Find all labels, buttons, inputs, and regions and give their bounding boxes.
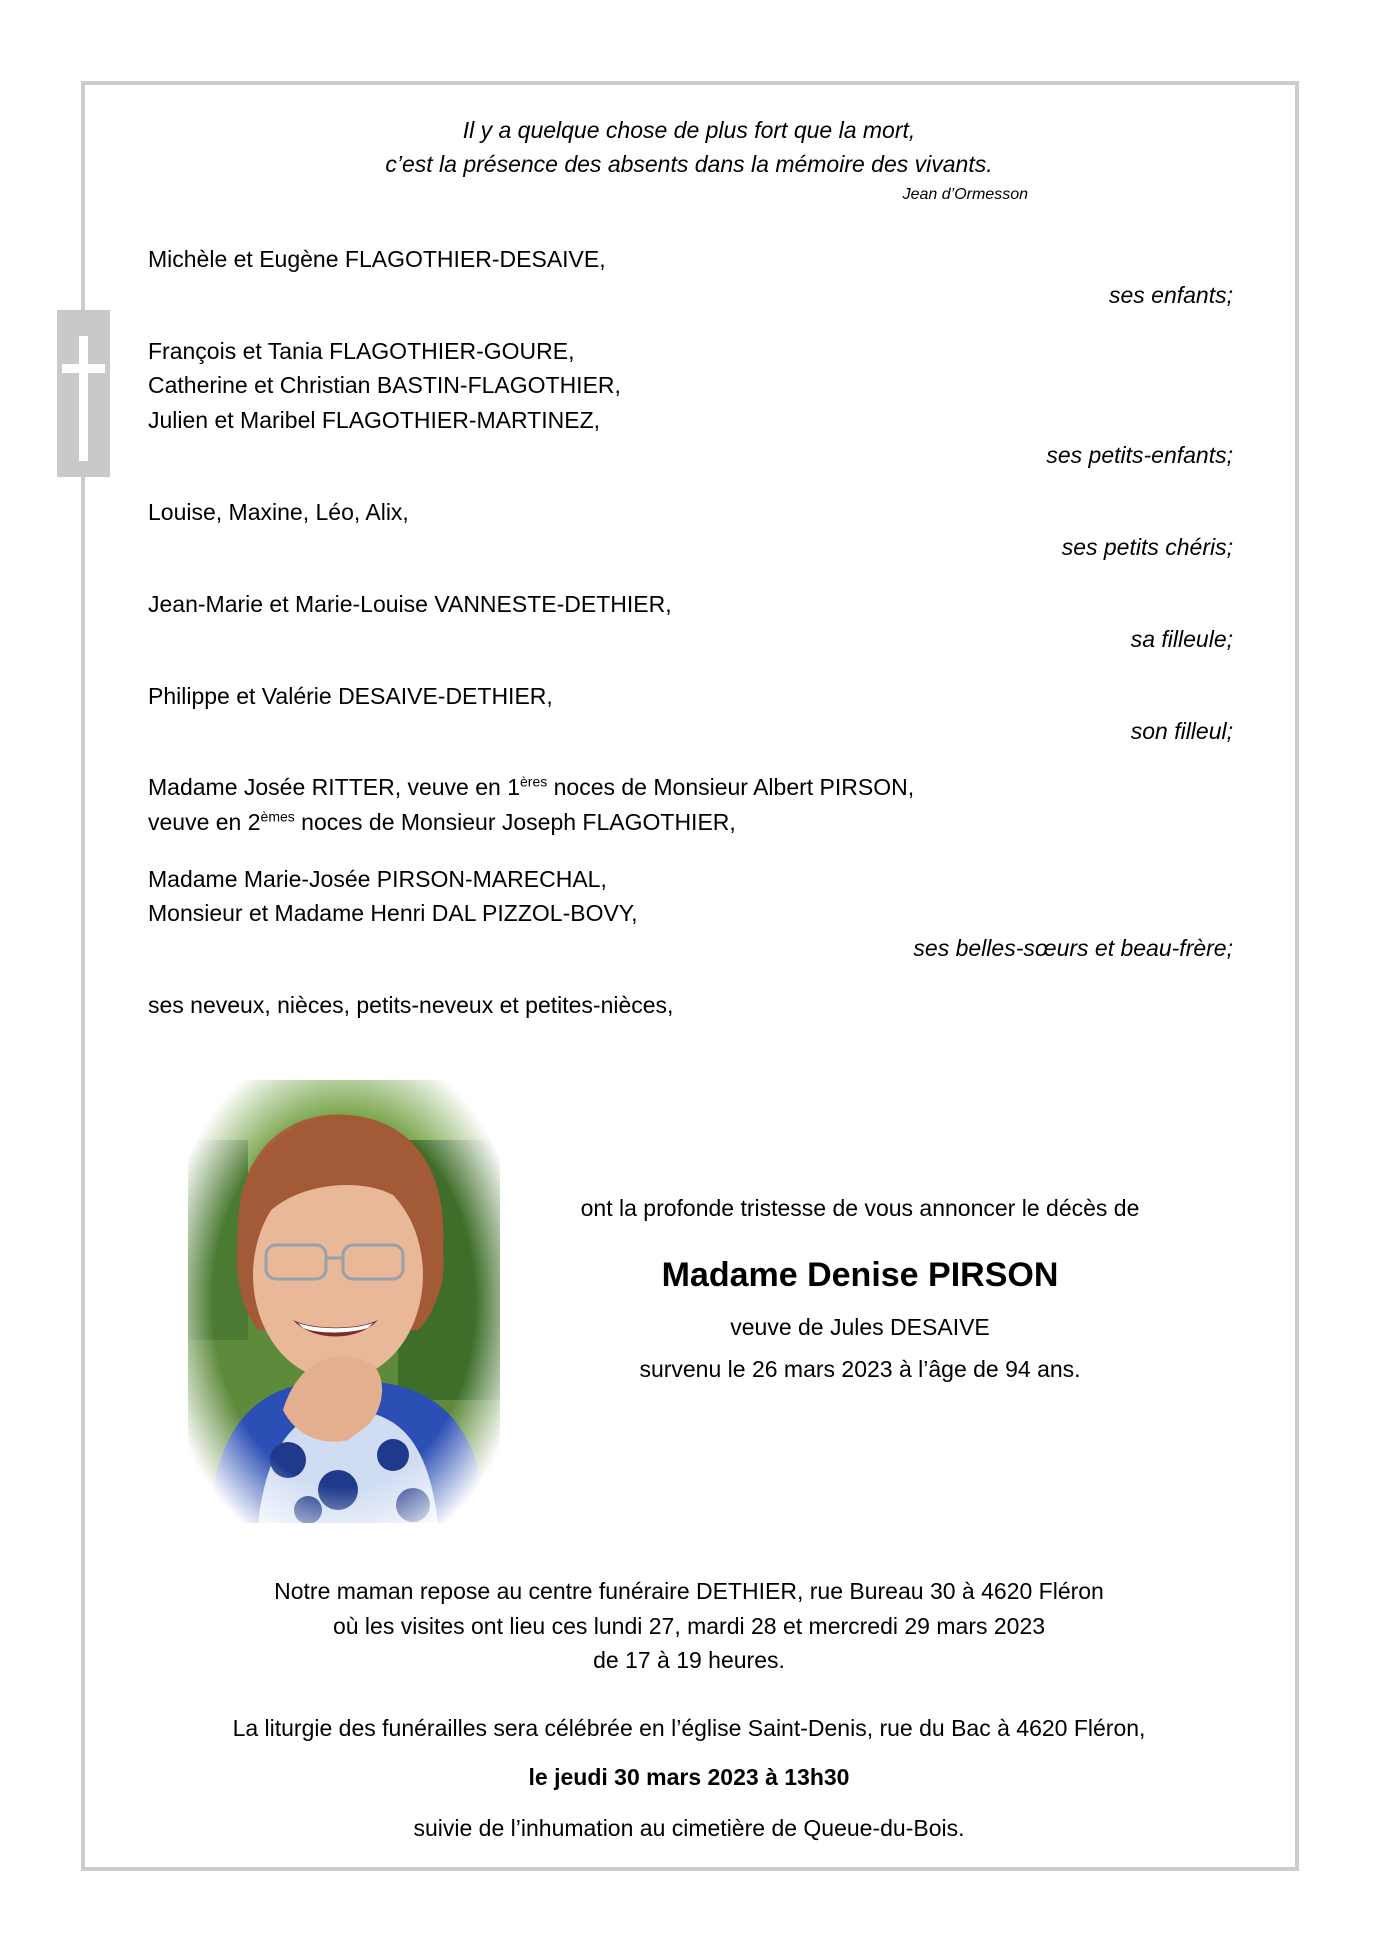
goddaughter-relation: sa filleule; <box>1130 626 1233 652</box>
deceased-name: Madame Denise PIRSON <box>661 1256 1059 1294</box>
widow-line: veuve de Jules DESAIVE <box>730 1314 990 1340</box>
nephews-line: ses neveux, nièces, petits-neveux et petites-nièces, <box>148 992 674 1018</box>
grandchild-name: Catherine et Christian BASTIN-FLAGOTHIER, <box>148 372 621 398</box>
grandchild-name: François et Tania FLAGOTHIER-GOURE, <box>148 338 575 364</box>
visits-line-2: où les visites ont lieu ces lundi 27, mardi 28 et mercredi 29 mars 2023 <box>332 1613 1046 1639</box>
announcement-intro: ont la profonde tristesse de vous annoncer le décès de <box>580 1195 1140 1221</box>
ritter-line-1: Madame Josée RITTER, veuve en 1ères noces de Monsieur Albert PIRSON, <box>148 773 915 800</box>
in-laws-relation: ses belles-sœurs et beau-frère; <box>913 935 1233 961</box>
in-law-name: Monsieur et Madame Henri DAL PIZZOL-BOVY, <box>148 900 638 926</box>
death-line: survenu le 26 mars 2023 à l’âge de 94 ans. <box>639 1356 1081 1382</box>
quote-author: Jean d’Ormesson <box>902 186 1028 203</box>
grandchildren-relation: ses petits-enfants; <box>1046 442 1233 468</box>
children-name: Michèle et Eugène FLAGOTHIER-DESAIVE, <box>148 246 606 272</box>
great-grandchildren-names: Louise, Maxine, Léo, Alix, <box>148 499 409 525</box>
goddaughter-name: Jean-Marie et Marie-Louise VANNESTE-DETHIER, <box>148 591 672 617</box>
cross-icon <box>57 310 110 477</box>
funeral-line: La liturgie des funérailles sera célébrée en l’église Saint-Denis, rue du Bac à 4620 Fléron, <box>232 1715 1146 1741</box>
great-grandchildren-relation: ses petits chéris; <box>1061 534 1233 560</box>
godson-name: Philippe et Valérie DESAIVE-DETHIER, <box>148 683 553 709</box>
burial-line: suivie de l’inhumation au cimetière de Queue-du-Bois. <box>413 1815 965 1841</box>
grandchild-name: Julien et Maribel FLAGOTHIER-MARTINEZ, <box>148 407 601 433</box>
in-law-name: Madame Marie-Josée PIRSON-MARECHAL, <box>148 866 607 892</box>
quote-line-2: c’est la présence des absents dans la mémoire des vivants. <box>385 151 993 177</box>
portrait-photo <box>188 1080 500 1523</box>
children-relation: ses enfants; <box>1108 282 1233 308</box>
funeral-date: le jeudi 30 mars 2023 à 13h30 <box>528 1764 850 1790</box>
ritter-line-2: veuve en 2èmes noces de Monsieur Joseph FLAGOTHIER, <box>148 808 736 835</box>
quote-line-1: Il y a quelque chose de plus fort que la mort, <box>462 117 916 143</box>
quote <box>0 113 1378 181</box>
visits-line-3: de 17 à 19 heures. <box>593 1647 785 1673</box>
visits-line-1: Notre maman repose au centre funéraire DETHIER, rue Bureau 30 à 4620 Fléron <box>274 1578 1104 1604</box>
godson-relation: son filleul; <box>1130 718 1233 744</box>
